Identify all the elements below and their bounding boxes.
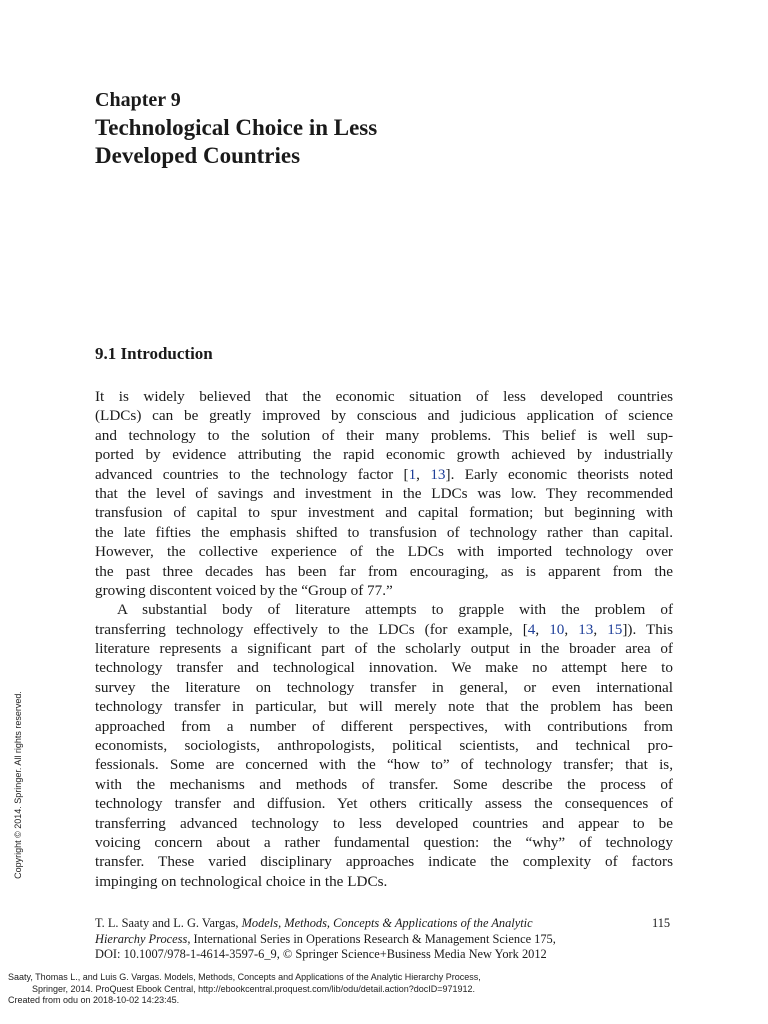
body-line: technology transfer in particular, but will merely note that the problem has been <box>95 698 673 716</box>
sidebar-copyright: Copyright © 2014. Springer. All rights reserved. <box>13 691 23 879</box>
citation-line: Created from odu on 2018-10-02 14:23:45. <box>8 995 180 1005</box>
body-line: the late fifties the emphasis shifted to transfusion of technology rather than capital. <box>95 523 673 541</box>
chapter-title-line: Developed Countries <box>95 143 301 168</box>
body-line: with the mechanisms and methods of transfer. Some describe the process of <box>95 775 673 793</box>
citation-line: Saaty, Thomas L., and Luis G. Vargas. Models, Methods, Concepts and Applications of the Analytic Hierarchy Process, <box>8 972 481 982</box>
body-line: the past three decades has been far from encouraging, as is apparent from the <box>95 562 673 580</box>
section-heading: 9.1 Introduction <box>95 344 213 363</box>
body-line: However, the collective experience of the LDCs with imported technology over <box>95 543 673 561</box>
chapter-title <box>95 114 515 170</box>
footnote-series: , International Series in Operations Research & Management Science 175, <box>187 931 556 946</box>
body-line: voicing concern about a rather fundamental question: the “why” of technology <box>95 833 673 851</box>
body-line: advanced countries to the technology factor [1, 13]. Early economic theorists noted <box>95 465 673 483</box>
reference-link[interactable]: 1 <box>408 465 417 483</box>
body-text <box>95 387 673 891</box>
footnote-doi: DOI: 10.1007/978-1-4614-3597-6_9, © Springer Science+Business Media New York 2012 <box>95 947 547 962</box>
body-line: transferring technology effectively to the LDCs (for example, [4, 10, 13, 15]). This <box>95 620 674 638</box>
footnote-line <box>95 916 675 932</box>
reference-link[interactable]: 4 <box>527 620 536 638</box>
body-line: (LDCs) can be greatly improved by conscious and judicious application of science <box>95 407 673 425</box>
reference-link[interactable]: 10 <box>549 620 565 638</box>
body-line: growing discontent voiced by the “Group of 77.” <box>95 581 393 599</box>
footnote-line <box>95 932 675 948</box>
reference-link[interactable]: 13 <box>578 620 594 638</box>
proquest-citation <box>8 972 760 1007</box>
body-line: technology transfer and diffusion. Yet others critically assess the consequences of <box>95 795 673 813</box>
body-line: transfer. These varied disciplinary approaches indicate the complexity of factors <box>95 853 673 871</box>
footnote-authors: T. L. Saaty and L. G. Vargas, <box>95 916 242 930</box>
body-line: survey the literature on technology transfer in general, or even international <box>95 678 673 696</box>
body-line: transferring advanced technology to less developed countries and appear to be <box>95 814 673 832</box>
body-line: that the level of savings and investment in the LDCs was low. They recommended <box>95 484 673 502</box>
citation-line: Springer, 2014. ProQuest Ebook Central, http://ebookcentral.proquest.com/lib/odu/detail.action?docID=971912. <box>32 983 476 994</box>
footnote-book-title: Models, Methods, Concepts & Applications of the Analytic <box>241 916 533 930</box>
body-line: transfusion of capital to spur investment and capital formation; but beginning with <box>95 504 673 522</box>
reference-link[interactable]: 13 <box>430 465 446 483</box>
body-line: ported by evidence attributing the rapid economic growth achieved by industrially <box>95 446 673 464</box>
body-line: technology transfer and technological innovation. We make no attempt here to <box>95 659 673 677</box>
body-line: impinging on technological choice in the LDCs. <box>95 872 388 890</box>
footnote-book-title: Hierarchy Process <box>95 931 188 946</box>
reference-link[interactable]: 15 <box>607 620 623 638</box>
chapter-title-line: Technological Choice in Less <box>95 115 378 140</box>
body-line: A substantial body of literature attempts to grapple with the problem of <box>117 601 673 619</box>
body-line: fessionals. Some are concerned with the “how to” of technology transfer; that is, <box>95 756 673 774</box>
page-number: 115 <box>652 916 671 930</box>
body-line: and technology to the solution of their many problems. This belief is well sup- <box>95 426 673 444</box>
body-line: literature represents a significant part of the scholarly output in the broader area of <box>95 640 673 658</box>
body-line: approached from a number of different perspectives, with contributions from <box>95 717 673 735</box>
chapter-footnote <box>95 916 675 963</box>
chapter-label: Chapter 9 <box>95 89 181 111</box>
body-line: It is widely believed that the economic situation of less developed countries <box>95 388 673 405</box>
body-line: economists, sociologists, anthropologists, political scientists, and technical pro- <box>95 737 673 755</box>
